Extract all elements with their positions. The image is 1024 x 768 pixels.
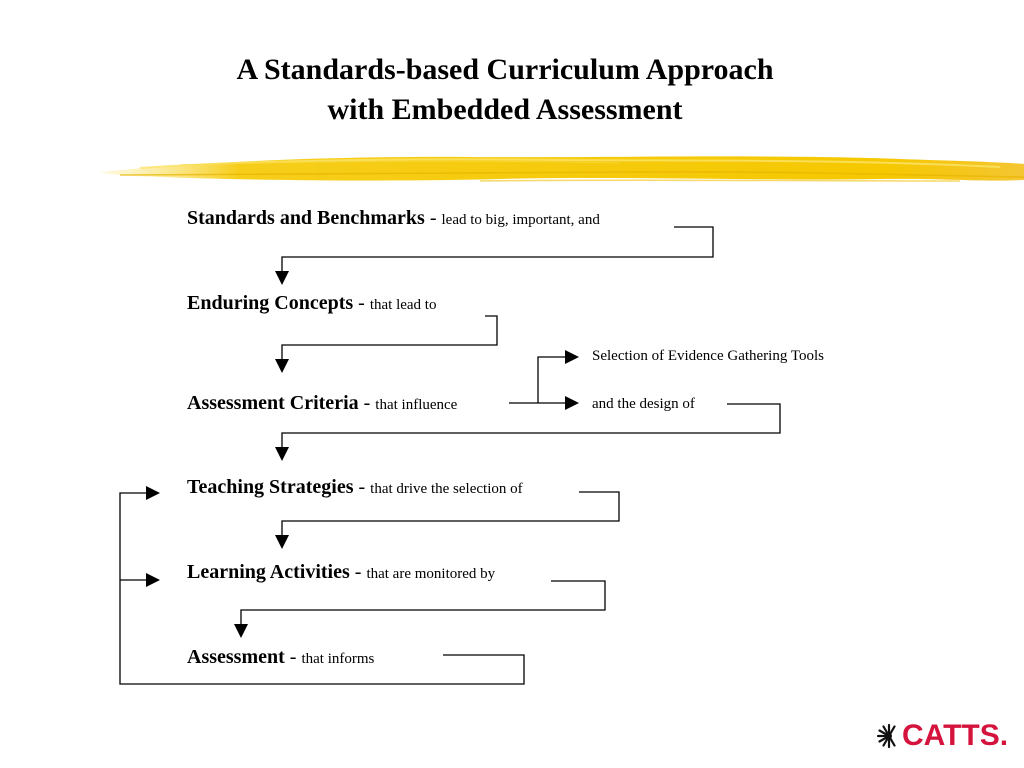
row-description: that are monitored by: [366, 566, 496, 582]
arrowhead-right: [565, 350, 579, 364]
row-separator: -: [424, 207, 442, 229]
row-term: Enduring Concepts: [187, 292, 354, 314]
connector-design-to-strategies: [282, 404, 780, 448]
row-description: that lead to: [369, 297, 437, 313]
arrowhead-right: [146, 486, 160, 500]
row-description: that informs: [301, 651, 375, 667]
sunburst-icon: [876, 723, 902, 749]
branch-label-evidence-tools: Selection of Evidence Gathering Tools: [592, 348, 824, 364]
row-separator: -: [353, 292, 370, 314]
connector-strategies-to-activities: [282, 492, 619, 536]
arrowhead-right: [146, 573, 160, 587]
arrowhead-down: [275, 535, 289, 549]
row-separator: -: [349, 561, 367, 583]
connector-standards-to-concepts: [282, 227, 713, 272]
catts-logo: [876, 716, 1008, 756]
row-separator: -: [353, 476, 371, 498]
title-line-2: with Embedded Assessment: [327, 93, 683, 126]
row-term: Teaching Strategies: [187, 476, 354, 498]
row-separator: -: [358, 392, 376, 414]
branch-label-design-of: and the design of: [592, 396, 695, 412]
arrowhead-down: [275, 271, 289, 285]
row-separator: -: [284, 646, 302, 668]
arrowhead-down: [234, 624, 248, 638]
row-term: Learning Activities: [187, 561, 350, 583]
connector-activities-to-assessment: [241, 581, 605, 625]
connector-criteria-fork-up: [538, 357, 565, 403]
row-term: Assessment Criteria: [187, 392, 359, 414]
logo-text: CATTS.: [902, 719, 1009, 752]
row-term: Standards and Benchmarks: [187, 207, 425, 229]
row-description: lead to big, important, and: [441, 212, 600, 228]
row-term: Assessment: [187, 646, 285, 668]
arrowhead-down: [275, 447, 289, 461]
row-description: that influence: [375, 397, 458, 413]
connector-concepts-to-criteria: [282, 316, 497, 360]
title-line-1: A Standards-based Curriculum Approach: [236, 53, 774, 86]
arrowhead-down: [275, 359, 289, 373]
row-description: that drive the selection of: [370, 481, 523, 497]
arrowhead-right: [565, 396, 579, 410]
